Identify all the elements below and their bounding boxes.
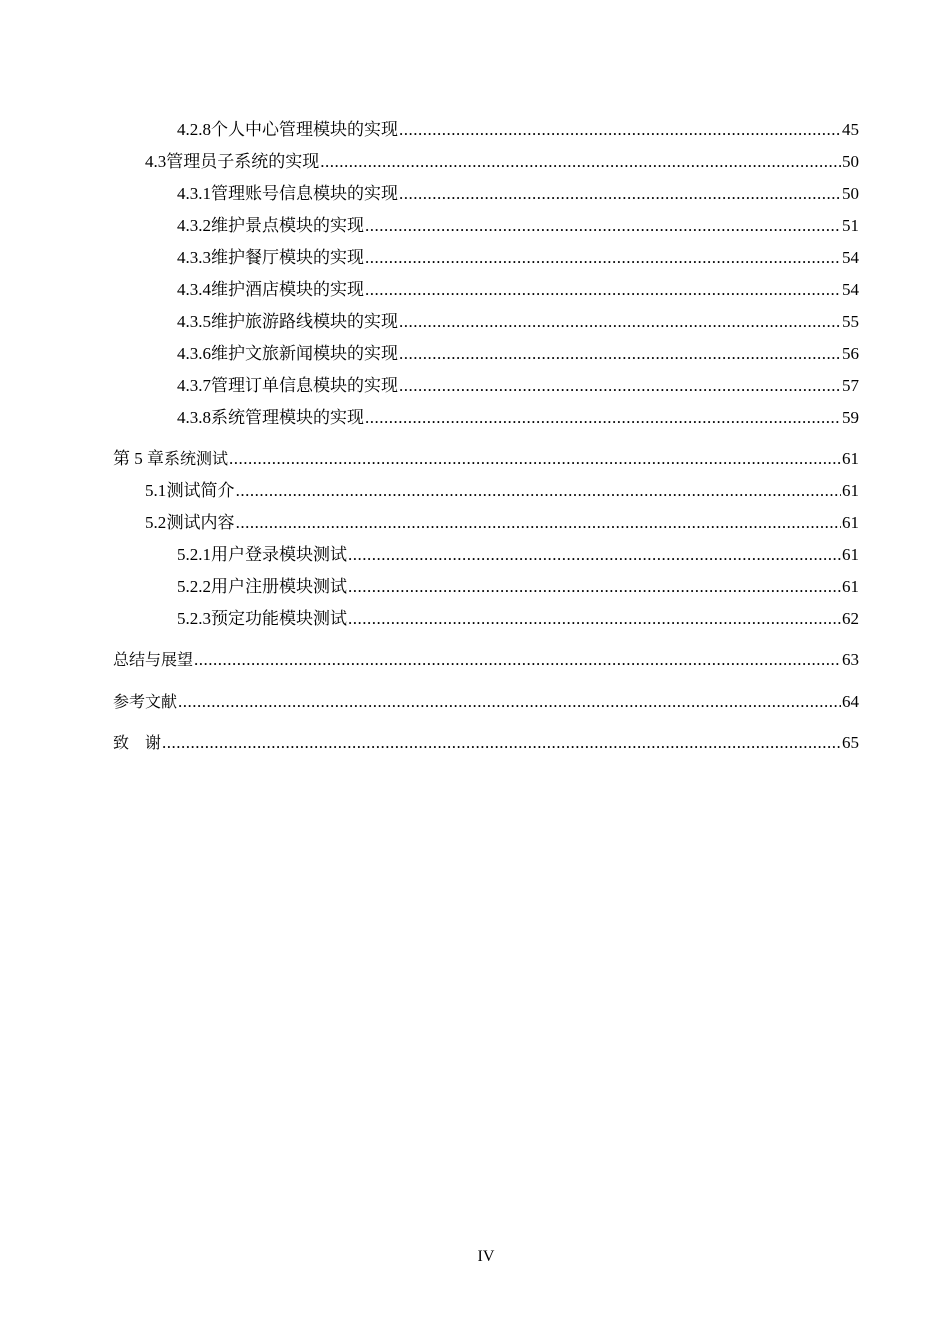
dot-leader [162,732,841,754]
toc-entry-title: 个人中心管理模块的实现 [211,120,398,139]
toc-entry-page: 64 [842,692,859,711]
toc-entry[interactable] [113,448,859,470]
toc-entry-number: 4.3.6 [177,344,211,363]
toc-entry[interactable] [113,407,859,429]
toc-entry-title: 用户注册模块测试 [211,577,347,596]
dot-leader [178,691,841,713]
toc-entry-page: 63 [842,650,859,669]
toc-entry-title: 总结与展望 [113,650,194,669]
dot-leader [399,311,841,333]
dot-leader [399,119,841,141]
toc-entry[interactable] [113,649,859,671]
toc-entry-number: 4.3.2 [177,216,211,235]
toc-entry-number: 4.2.8 [177,120,211,139]
toc-entry-page: 61 [842,513,859,532]
toc-entry[interactable] [113,343,859,365]
dot-leader [365,215,841,237]
toc-entry-title: 参考文献 [113,692,178,711]
dot-leader [399,343,841,365]
toc-entry-page: 65 [842,733,859,752]
toc-entry-page: 61 [842,545,859,564]
toc-entry-number: 4.3 [145,152,167,171]
dot-leader [320,151,841,173]
dot-leader [365,279,841,301]
toc-entry-page: 45 [842,120,859,139]
toc-entry-page: 55 [842,312,859,331]
toc-entry-page: 56 [842,344,859,363]
toc-entry[interactable] [113,375,859,397]
dot-leader [348,544,841,566]
toc-entry-number: 4.3.3 [177,248,211,267]
toc-entry-title: 系统管理模块的实现 [211,408,364,427]
toc-entry-page: 61 [842,577,859,596]
dot-leader [365,407,841,429]
toc-entry-title: 维护旅游路线模块的实现 [211,312,398,331]
toc-entry-title: 测试内容 [166,513,235,532]
toc-entry-page: 61 [842,481,859,500]
toc-entry-title: 维护餐厅模块的实现 [211,248,364,267]
page-footer-number: IV [477,1248,495,1265]
toc-entry-title: 维护景点模块的实现 [211,216,364,235]
toc-entry-page: 59 [842,408,859,427]
toc-entry-title: 系统测试 [164,449,229,468]
dot-leader [348,608,841,630]
toc-entry[interactable] [113,544,859,566]
toc-entry[interactable] [113,732,859,754]
toc-entry[interactable] [113,183,859,205]
toc-entry-title: 管理账号信息模块的实现 [211,184,398,203]
dot-leader [194,649,841,671]
toc-entry-number: 5.1 [145,481,167,500]
toc-entry-page: 62 [842,609,859,628]
dot-leader [229,448,841,470]
toc-entry[interactable] [113,279,859,301]
toc-entry-title: 测试简介 [166,481,235,500]
toc-entry[interactable] [113,311,859,333]
toc-entry[interactable] [113,512,859,534]
toc-entry-title: 管理员子系统的实现 [166,152,320,171]
toc-entry-number: 4.3.1 [177,184,211,203]
toc-entry-page: 57 [842,376,859,395]
toc-entry-number: 4.3.5 [177,312,211,331]
toc-entry-page: 54 [842,248,859,267]
toc-entry-title: 用户登录模块测试 [211,545,347,564]
dot-leader [348,576,841,598]
toc-entry-number: 4.3.8 [177,408,211,427]
toc-entry-title: 维护酒店模块的实现 [211,280,364,299]
toc-entry-number: 4.3.7 [177,376,211,395]
toc-entry-number: 4.3.4 [177,280,211,299]
toc-entry-title: 维护文旅新闻模块的实现 [211,344,398,363]
toc-entry[interactable] [113,691,859,713]
toc-entry-number: 5.2.1 [177,545,211,564]
toc-entry[interactable] [113,151,859,173]
toc-entry-title: 管理订单信息模块的实现 [211,376,398,395]
toc-entry[interactable] [113,247,859,269]
toc-entry-page: 54 [842,280,859,299]
dot-leader [399,183,841,205]
toc-entry-page: 51 [842,216,859,235]
dot-leader [365,247,841,269]
toc-entry-page: 50 [842,184,859,203]
toc-entry-number: 5.2.3 [177,609,211,628]
dot-leader [236,512,841,534]
toc-entry[interactable] [113,480,859,502]
toc-entry-number: 第 5 章 [113,449,164,468]
toc-entry-page: 61 [842,449,859,468]
dot-leader [399,375,841,397]
toc-entry-title: 致 谢 [113,733,162,752]
toc-entry[interactable] [113,215,859,237]
toc-entry[interactable] [113,576,859,598]
toc-entry[interactable] [113,119,859,141]
dot-leader [236,480,841,502]
toc-entry-title: 预定功能模块测试 [211,609,347,628]
toc-entry-number: 5.2 [145,513,167,532]
toc-entry-page: 50 [842,152,859,171]
toc-entry[interactable] [113,608,859,630]
toc-entry-number: 5.2.2 [177,577,211,596]
